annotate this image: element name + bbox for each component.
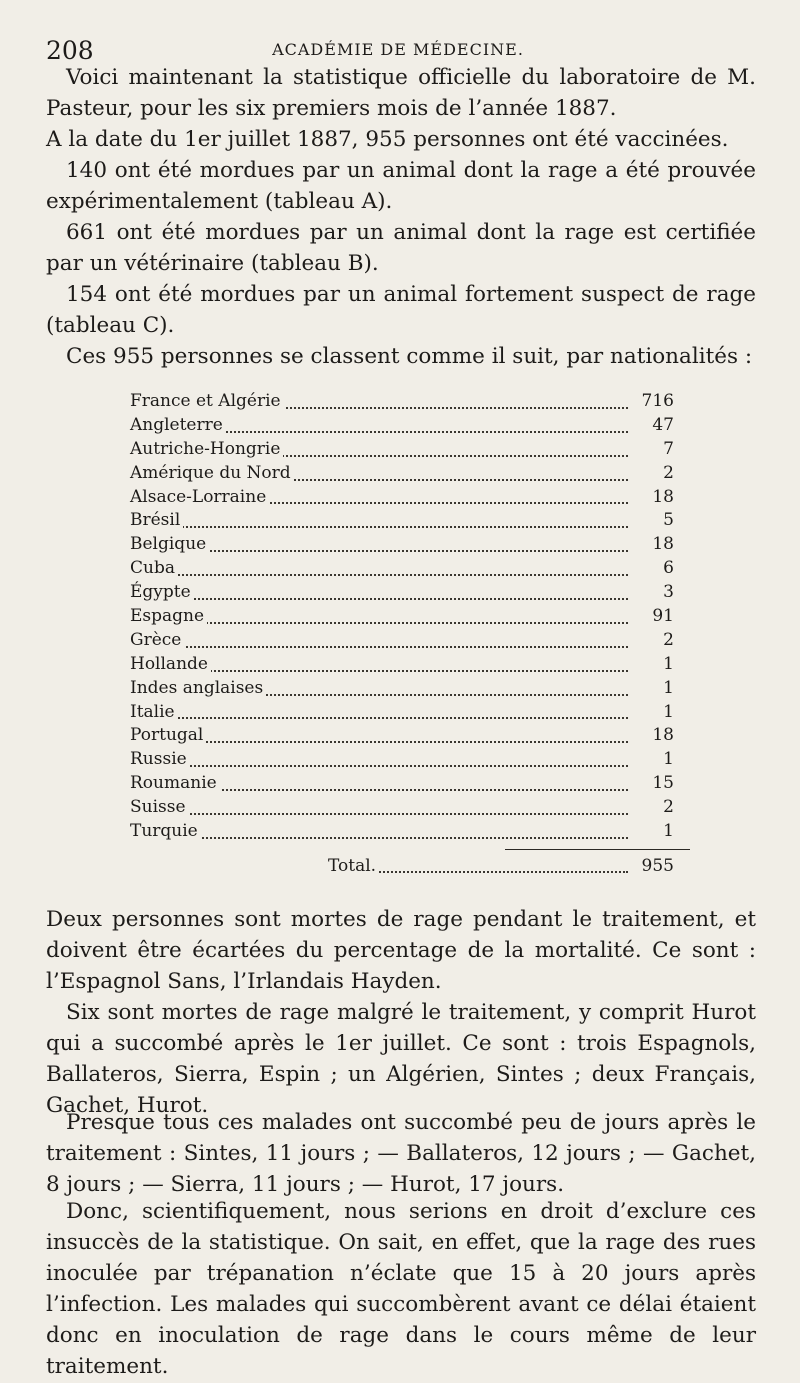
nationality-count: 15	[652, 773, 674, 794]
table-row	[130, 772, 688, 796]
total-row	[130, 854, 688, 878]
nationality-count: 1	[663, 749, 674, 770]
nationality-count: 18	[652, 486, 674, 507]
paragraph-intro-2: A la date du 1er juillet 1887, 955 personnes ont été vaccinées.	[46, 127, 729, 152]
nationality-name: Belgique	[130, 533, 209, 557]
table-row	[130, 677, 688, 701]
leader-dots	[130, 837, 628, 839]
nationality-name: Égypte	[130, 581, 194, 605]
nationality-name: Turquie	[130, 820, 201, 844]
total-rule	[505, 849, 690, 850]
paragraph-closing-3: Presque tous ces malades ont succombé peu de jours après le traitement : Sintes, 11 jours ; — Ballateros, 12 jours ; — Gachet, 8 jours ; — Sierra, 11 jours ; — Hurot, 17 jours.	[46, 1110, 756, 1197]
table-row	[130, 701, 688, 725]
nationality-name: Amérique du Nord	[130, 462, 294, 486]
table-row	[130, 533, 688, 557]
table-row	[130, 414, 688, 438]
total-count: 955	[641, 856, 674, 876]
nationality-name: Alsace-Lorraine	[130, 486, 269, 510]
paragraph-intro-1: Voici maintenant la statistique officielle du laboratoire de M. Pasteur, pour les six premiers mois de l’année 1887.	[46, 65, 756, 121]
table-row	[130, 653, 688, 677]
nationality-count: 2	[663, 629, 674, 650]
nationality-count: 18	[652, 534, 674, 555]
nationality-count: 1	[663, 821, 674, 842]
nationality-name: Cuba	[130, 557, 178, 581]
nationality-name: Grèce	[130, 629, 184, 653]
table-row	[130, 462, 688, 486]
nationality-name: Angleterre	[130, 414, 226, 438]
table-row	[130, 820, 688, 844]
nationality-count: 3	[663, 582, 674, 603]
leader-dots	[130, 717, 628, 719]
nationality-name: Suisse	[130, 796, 189, 820]
table-row	[130, 748, 688, 772]
nationality-name: Brésil	[130, 509, 183, 533]
table-row	[130, 438, 688, 462]
leader-dots	[130, 646, 628, 648]
nationality-name: France et Algérie	[130, 390, 284, 414]
nationality-count: 91	[652, 606, 674, 627]
table-row	[130, 509, 688, 533]
leader-dots	[130, 574, 628, 576]
nationality-count: 18	[652, 725, 674, 746]
paragraph-closing-1: Deux personnes sont mortes de rage pendant le traitement, et doivent être écartées du percentage de la mortalité. Ce sont : l’Espagnol Sans, l’Irlandais Hayden.	[46, 907, 756, 994]
table-row	[130, 557, 688, 581]
nationality-count: 1	[663, 677, 674, 698]
table-row	[130, 796, 688, 820]
nationality-name: Russie	[130, 748, 190, 772]
table-row	[130, 581, 688, 605]
table-row	[130, 629, 688, 653]
nationality-count: 47	[652, 414, 674, 435]
leader-dots	[130, 598, 628, 600]
nationality-count: 1	[663, 701, 674, 722]
nationality-count: 7	[663, 438, 674, 459]
nationality-count: 1	[663, 653, 674, 674]
paragraph-closing-4: Donc, scientifiquement, nous serions en droit d’exclure ces insuccès de la statistique. On sait, en effet, que la rage des rues inoculée par trépanation n’éclate que 15 à 20 jours après l’infection. Les malades qui succombèrent avant ce délai étaient donc en inoculation de rage dans le cours même de leur traitement.	[46, 1199, 756, 1379]
nationality-count: 716	[641, 391, 674, 411]
leader-dots	[130, 526, 628, 528]
paragraph-intro-6: Ces 955 personnes se classent comme il suit, par nationalités :	[66, 344, 753, 369]
total-label: Total.	[328, 854, 379, 878]
nationality-name: Portugal	[130, 724, 206, 748]
nationality-name: Autriche-Hongrie	[130, 438, 283, 462]
running-title: ACADÉMIE DE MÉDECINE.	[272, 40, 524, 59]
nationality-name: Roumanie	[130, 772, 220, 796]
nationality-count: 2	[663, 797, 674, 818]
table-row	[130, 724, 688, 748]
page-number: 208	[46, 36, 94, 65]
table-row	[130, 390, 688, 414]
nationality-table	[130, 390, 688, 844]
nationality-name: Espagne	[130, 605, 207, 629]
table-row	[130, 605, 688, 629]
paragraph-intro-3: 140 ont été mordues par un animal dont la rage a été prouvée expérimentalement (tableau A).	[46, 158, 756, 214]
nationality-count: 6	[663, 558, 674, 579]
paragraph-closing-2: Six sont mortes de rage malgré le traitement, y comprit Hurot qui a succombé après le 1er juillet. Ce sont : trois Espagnols, Ballateros, Sierra, Espin ; un Algérien, Sintes ; deux Français, Gachet, Hurot.	[46, 1000, 756, 1118]
nationality-name: Hollande	[130, 653, 211, 677]
leader-dots	[130, 813, 628, 815]
table-row	[130, 486, 688, 510]
paragraph-intro-4: 661 ont été mordues par un animal dont la rage est certifiée par un vétérinaire (tableau B).	[46, 220, 756, 276]
nationality-name: Indes anglaises	[130, 677, 266, 701]
nationality-name: Italie	[130, 701, 178, 725]
leader-dots	[130, 765, 628, 767]
nationality-count: 2	[663, 462, 674, 483]
paragraph-intro-5: 154 ont été mordues par un animal fortement suspect de rage (tableau C).	[46, 282, 756, 338]
nationality-count: 5	[663, 510, 674, 531]
